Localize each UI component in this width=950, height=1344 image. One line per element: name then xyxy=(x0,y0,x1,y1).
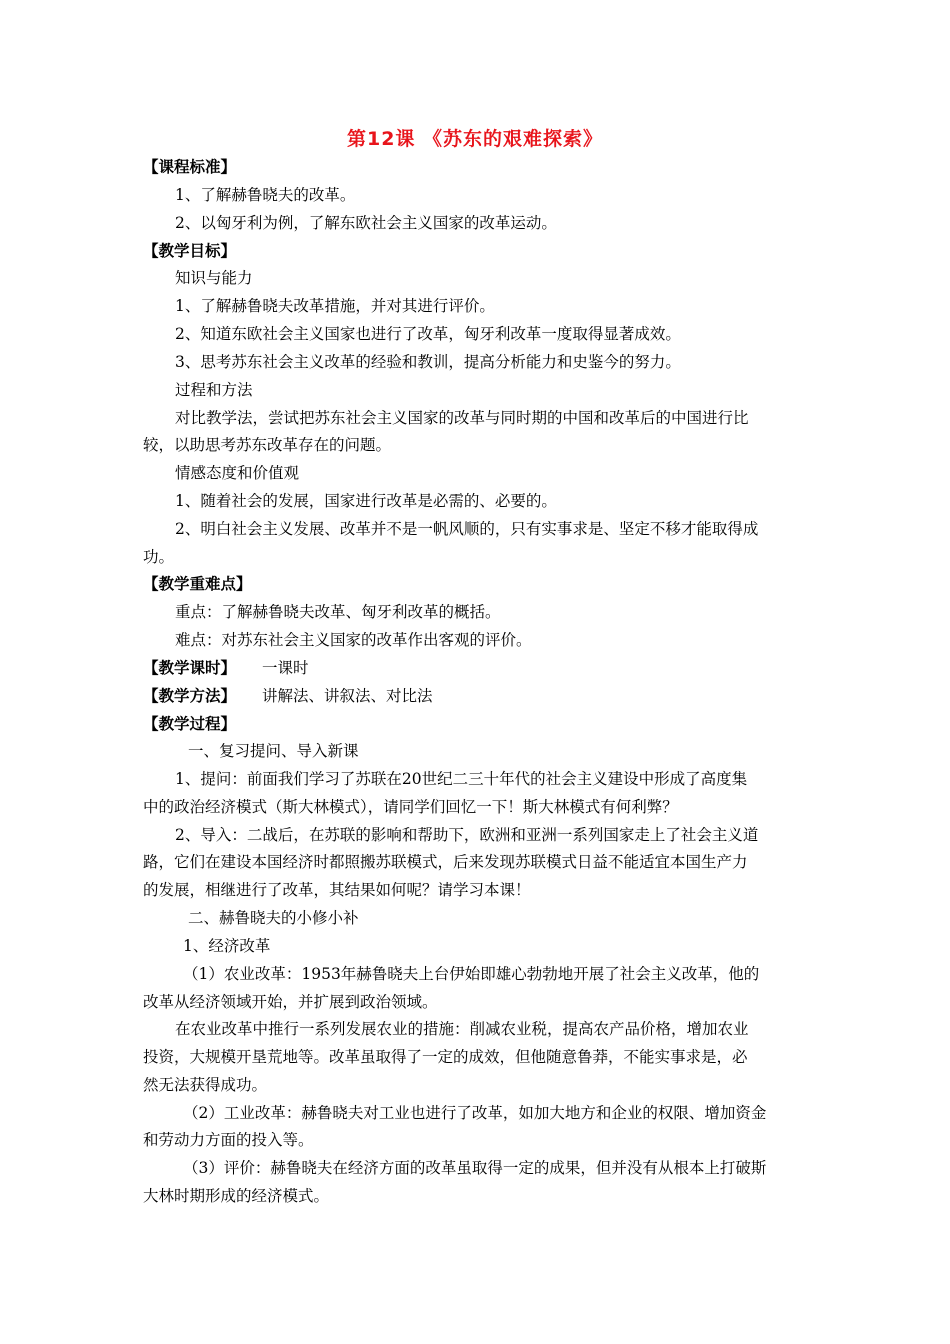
paragraph: 2、导入：二战后，在苏联的影响和帮助下，欧洲和亚洲一系列国家走上了社会主义道 xyxy=(175,826,759,844)
paragraph: 2、明白社会主义发展、改革并不是一帆风顺的，只有实事求是、坚定不移才能取得成 xyxy=(175,520,759,538)
subheading: 过程和方法 xyxy=(175,381,253,399)
teaching-methods-value: 讲解法、讲叙法、对比法 xyxy=(262,687,433,705)
paragraph: 路，它们在建设本国经济时都照搬苏联模式，后来发现苏联模式日益不能适宜本国生产力 xyxy=(143,853,748,871)
paragraph: 1、了解赫鲁晓夫的改革。 xyxy=(175,186,356,204)
subheading: 情感态度和价值观 xyxy=(175,464,300,482)
paragraph: （3）评价：赫鲁晓夫在经济方面的改革虽取得一定的成果，但并没有从根本上打破斯 xyxy=(183,1159,767,1177)
paragraph: 1、了解赫鲁晓夫改革措施，并对其进行评价。 xyxy=(175,297,495,315)
heading-class-hours xyxy=(143,658,309,678)
paragraph: 和劳动力方面的投入等。 xyxy=(143,1131,314,1149)
paragraph: （2）工业改革：赫鲁晓夫对工业也进行了改革，如加大地方和企业的权限、增加资金 xyxy=(183,1104,767,1122)
paragraph: （1）农业改革：1953年赫鲁晓夫上台伊始即雄心勃勃地开展了社会主义改革，他的 xyxy=(183,965,760,983)
heading-teaching-methods xyxy=(143,686,433,706)
subheading: 知识与能力 xyxy=(175,269,253,287)
section-heading: 二、赫鲁晓夫的小修小补 xyxy=(188,909,359,927)
paragraph: 在农业改革中推行一系列发展农业的措施：削减农业税，提高农产品价格，增加农业 xyxy=(175,1020,749,1038)
paragraph: 改革从经济领域开始，并扩展到政治领域。 xyxy=(143,993,438,1011)
heading-label: 【教学课时】 xyxy=(143,659,237,677)
subsection-heading: 1、经济改革 xyxy=(183,937,271,955)
heading-teaching-goals: 【教学目标】 xyxy=(143,242,237,260)
paragraph: 然无法获得成功。 xyxy=(143,1076,268,1094)
paragraph: 1、随着社会的发展，国家进行改革是必需的、必要的。 xyxy=(175,492,557,510)
heading-course-standard: 【课程标准】 xyxy=(143,158,237,176)
paragraph: 对比教学法，尝试把苏东社会主义国家的改革与同时期的中国和改革后的中国进行比 xyxy=(175,409,749,427)
page-title: 第12课 《苏东的艰难探索》 xyxy=(346,128,604,150)
paragraph: 功。 xyxy=(143,548,175,566)
heading-teaching-process: 【教学过程】 xyxy=(143,715,237,733)
heading-label: 【教学方法】 xyxy=(143,687,237,705)
paragraph: 中的政治经济模式（斯大林模式），请同学们回忆一下！斯大林模式有何利弊？ xyxy=(143,798,678,816)
paragraph: 的发展，相继进行了改革，其结果如何呢？请学习本课！ xyxy=(143,881,531,899)
paragraph: 3、思考苏东社会主义改革的经验和教训，提高分析能力和史鉴今的努力。 xyxy=(175,353,681,371)
paragraph: 投资，大规模开垦荒地等。改革虽取得了一定的成效，但他随意鲁莽，不能实事求是，必 xyxy=(143,1048,748,1066)
paragraph: 重点：了解赫鲁晓夫改革、匈牙利改革的概括。 xyxy=(175,603,501,621)
paragraph: 1、提问：前面我们学习了苏联在20世纪二三十年代的社会主义建设中形成了高度集 xyxy=(175,770,748,788)
paragraph: 2、知道东欧社会主义国家也进行了改革，匈牙利改革一度取得显著成效。 xyxy=(175,325,681,343)
paragraph: 大林时期形成的经济模式。 xyxy=(143,1187,330,1205)
paragraph: 难点：对苏东社会主义国家的改革作出客观的评价。 xyxy=(175,631,532,649)
paragraph: 2、以匈牙利为例，了解东欧社会主义国家的改革运动。 xyxy=(175,214,557,232)
paragraph: 较，以助思考苏东改革存在的问题。 xyxy=(143,436,392,454)
heading-key-points: 【教学重难点】 xyxy=(143,575,252,593)
class-hours-value: 一课时 xyxy=(262,659,309,677)
section-heading: 一、复习提问、导入新课 xyxy=(188,742,359,760)
